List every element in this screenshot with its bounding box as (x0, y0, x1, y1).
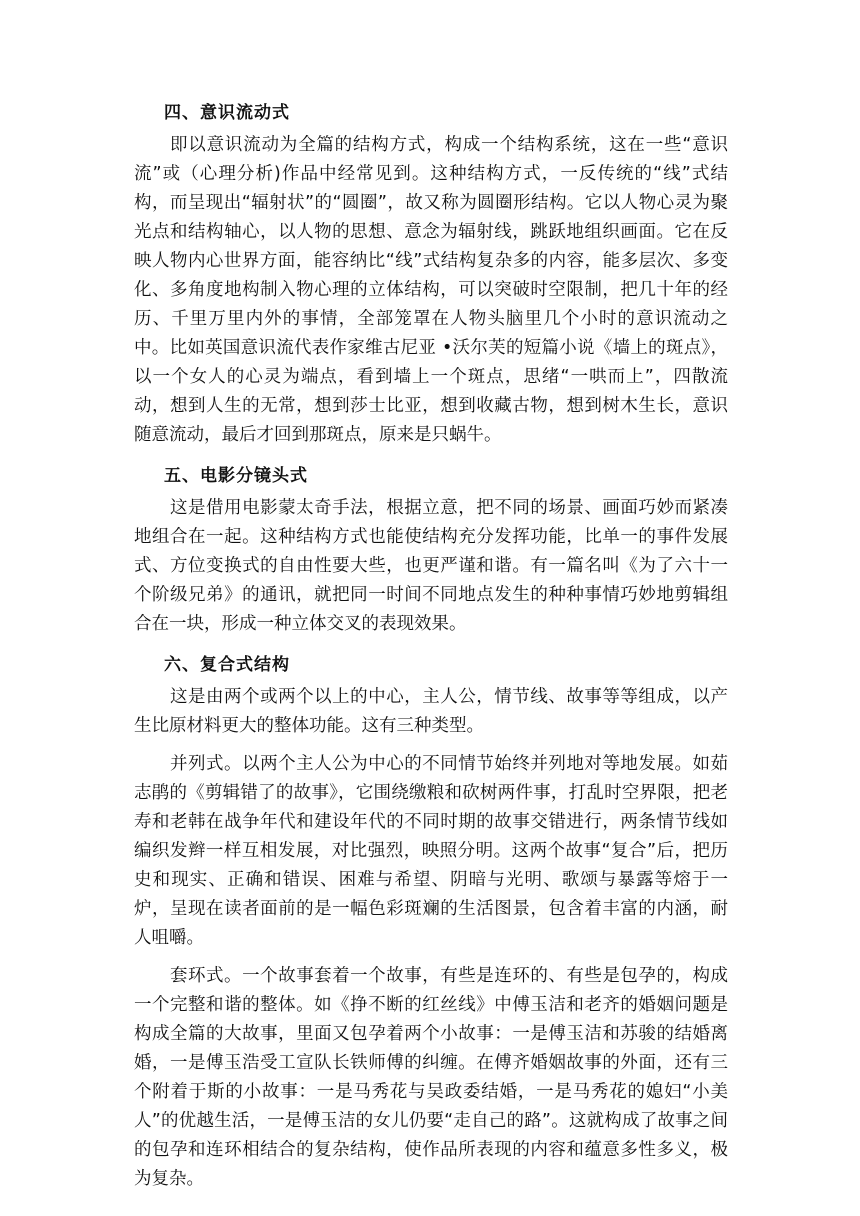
paragraph: 套环式。一个故事套着一个故事，有些是连环的、有些是包孕的，构成一个完整和谐的整体。如《挣不断的红丝线》中傅玉洁和老齐的婚姻问题是构成全篇的大故事，里面又包孕着两个小故事：一是傅玉洁和苏骏的结婚离婚，一是傅玉浩受工宣队长铁师傅的纠缠。在傅齐婚姻故事的外面，还有三个附着于斯的小故事：一是马秀花与吴政委结婚，一是马秀花的媳妇“小美人”的优越生活，一是傅玉洁的女儿仍要“走自己的路”。这就构成了故事之间的包孕和连环相结合的复杂结构，使作品所表现的内容和蕴意多性多义，极为复杂。 (134, 966, 728, 1189)
paragraph: 并列式。以两个主人公为中心的不同情节始终并列地对等地发展。如茹志鹃的《剪辑错了的故事》，它围绕缴粮和砍树两件事，打乱时空界限，把老寿和老韩在战争年代和建设年代的不同时期的故事交错进行，两条情节线如编织发辫一样互相发展，对比强烈，映照分明。这两个故事“复合”后，把历史和现实、正确和错误、困难与希望、阴暗与光明、歌颂与暴露等熔于一炉，呈现在读者面前的是一幅色彩斑斓的生活图景，包含着丰富的内涵，耐人咀嚼。 (134, 754, 728, 948)
section-heading: 四、意识流动式 (164, 103, 290, 123)
paragraph: 这是由两个或两个以上的中心，主人公，情节线、故事等等组成，以产生比原材料更大的整体功能。这有三种类型。 (134, 687, 728, 736)
paragraph: 这是借用电影蒙太奇手法，根据立意，把不同的场景、画面巧妙而紧凑地组合在一起。这种结构方式也能使结构充分发挥功能，比单一的事件发展式、方位变换式的自由性要大些，也更严谨和谐。有一篇名叫《为了六十一个阶级兄弟》的通讯，就把同一时间不同地点发生的种种事情巧妙地剪辑组合在一块，形成一种立体交叉的表现效果。 (134, 498, 728, 634)
section-heading: 五、电影分镜头式 (164, 466, 308, 486)
section-heading: 六、复合式结构 (164, 655, 290, 675)
document-page (134, 96, 728, 1203)
paragraph: 即以意识流动为全篇的结构方式，构成一个结构系统，这在一些“意识流”或（心理分析)作品中经常见到。这种结构方式，一反传统的“线”式结构，而呈现出“辐射状”的“圆圈”，故又称为圆圈形结构。它以人物心灵为聚光点和结构轴心，以人物的思想、意念为辐射线，跳跃地组织画面。它在反映人物内心世界方面，能容纳比“线”式结构复杂多的内容，能多层次、多变化、多角度地构制入物心理的立体结构，可以突破时空限制，把几十年的经历、千里万里内外的事情，全部笼罩在人物头脑里几个小时的意识流动之中。比如英国意识流代表作家维古尼亚 •沃尔芙的短篇小说《墙上的斑点》，以一个女人的心灵为端点，看到墙上一个斑点，思绪“一哄而上”，四散流动，想到人生的无常，想到莎士比亚，想到收藏古物，想到树木生长，意识随意流动，最后才回到那斑点，原来是只蜗牛。 (134, 135, 728, 445)
